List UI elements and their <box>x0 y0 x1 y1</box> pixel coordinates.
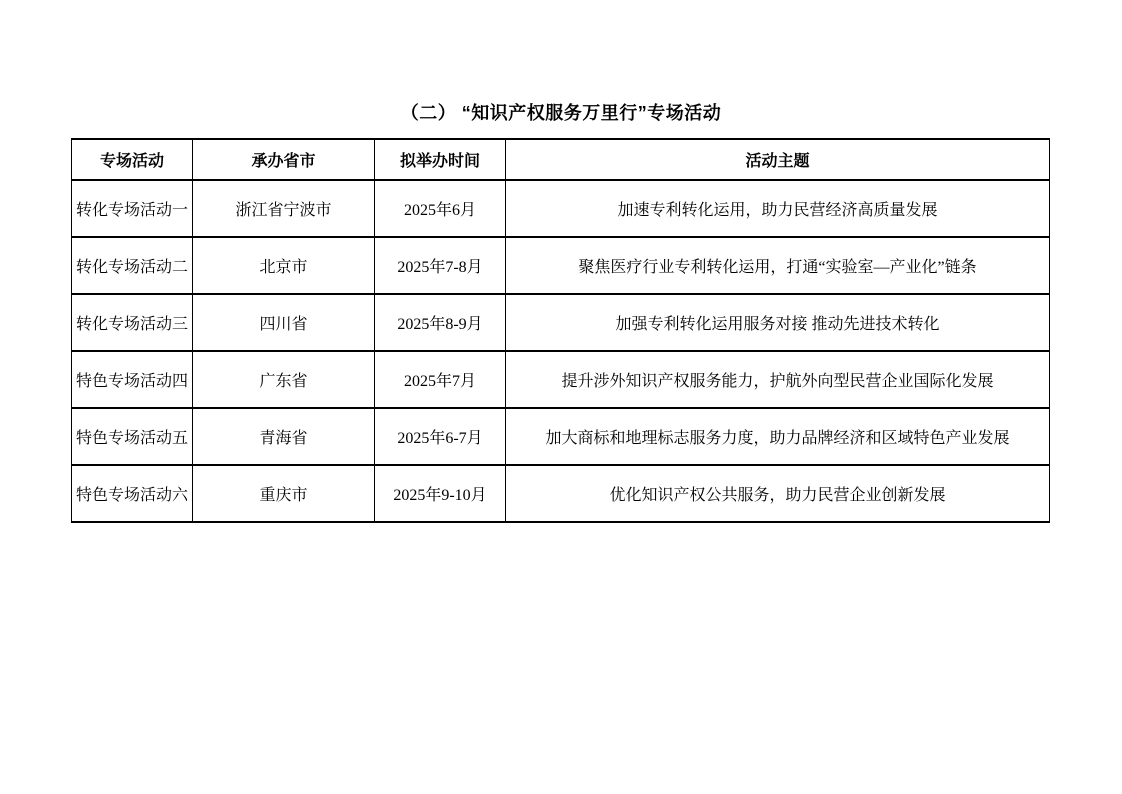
cell-theme: 优化知识产权公共服务，助力民营企业创新发展 <box>506 465 1050 522</box>
cell-activity: 特色专场活动五 <box>72 408 193 465</box>
table-row <box>72 465 1050 522</box>
cell-location: 浙江省宁波市 <box>193 180 375 237</box>
header-theme: 活动主题 <box>506 139 1050 180</box>
cell-location: 四川省 <box>193 294 375 351</box>
table-row <box>72 408 1050 465</box>
cell-time: 2025年6-7月 <box>375 408 506 465</box>
cell-activity: 转化专场活动三 <box>72 294 193 351</box>
cell-location: 青海省 <box>193 408 375 465</box>
section-title: （二） “知识产权服务万里行”专场活动 <box>400 103 722 123</box>
cell-theme: 提升涉外知识产权服务能力，护航外向型民营企业国际化发展 <box>506 351 1050 408</box>
cell-time: 2025年7-8月 <box>375 237 506 294</box>
cell-time: 2025年7月 <box>375 351 506 408</box>
table-row <box>72 294 1050 351</box>
cell-activity: 转化专场活动二 <box>72 237 193 294</box>
cell-activity: 转化专场活动一 <box>72 180 193 237</box>
cell-activity: 特色专场活动六 <box>72 465 193 522</box>
events-table <box>71 138 1050 523</box>
table-header-row <box>72 139 1050 180</box>
header-activity: 专场活动 <box>72 139 193 180</box>
cell-theme: 聚焦医疗行业专利转化运用，打通“实验室—产业化”链条 <box>506 237 1050 294</box>
cell-theme: 加速专利转化运用，助力民营经济高质量发展 <box>506 180 1050 237</box>
cell-time: 2025年9-10月 <box>375 465 506 522</box>
header-time: 拟举办时间 <box>375 139 506 180</box>
cell-theme: 加大商标和地理标志服务力度，助力品牌经济和区域特色产业发展 <box>506 408 1050 465</box>
table-row <box>72 180 1050 237</box>
cell-location: 北京市 <box>193 237 375 294</box>
cell-theme: 加强专利转化运用服务对接 推动先进技术转化 <box>506 294 1050 351</box>
table-row <box>72 237 1050 294</box>
cell-time: 2025年6月 <box>375 180 506 237</box>
header-location: 承办省市 <box>193 139 375 180</box>
table-row <box>72 351 1050 408</box>
cell-location: 广东省 <box>193 351 375 408</box>
cell-time: 2025年8-9月 <box>375 294 506 351</box>
cell-activity: 特色专场活动四 <box>72 351 193 408</box>
cell-location: 重庆市 <box>193 465 375 522</box>
